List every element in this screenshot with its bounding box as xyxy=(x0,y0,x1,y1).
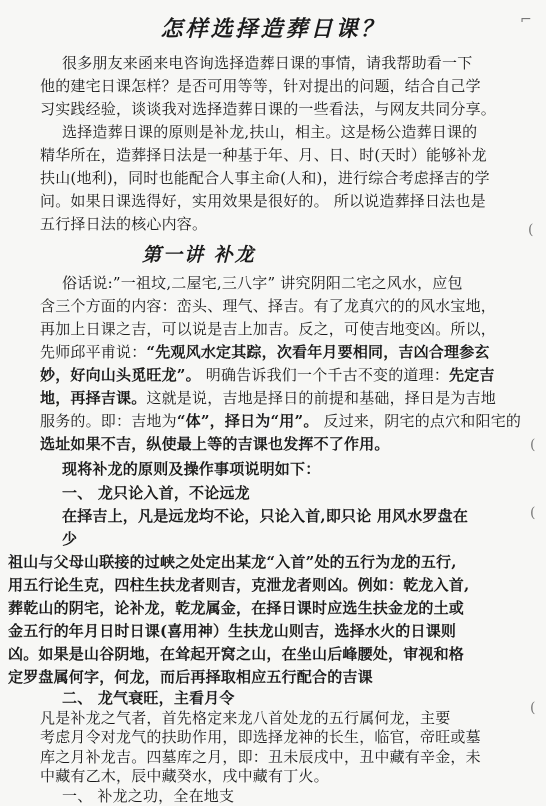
intro-p2-line4: 问。如果日课选得好，实用效果是很好的。 所以说造葬择日法也是 xyxy=(40,192,486,210)
section1-line4: 用五行论生克，四柱生扶龙者则吉，克泄龙者则凶。例如：乾龙入首, xyxy=(8,576,470,594)
quote-tail: 明确告诉我们一个千古不变的道理： xyxy=(200,366,450,384)
quote-lead: 先师邱平甫说： xyxy=(40,343,147,361)
line6-text: 这就是说，吉地是择日的前提和基础，择日是为吉地 xyxy=(146,389,497,407)
section2-line1: 凡是补龙之气者，首先格定来龙八首处龙的五行属何龙，主要 xyxy=(40,708,451,727)
lecture1-line8: 选址如果不吉，纵使最上等的吉课也发挥不了作用。 xyxy=(40,435,390,453)
section1-title: 一、 龙只论入首，不论远龙 xyxy=(62,484,250,502)
page-title: 怎样选择造葬日课？ xyxy=(160,16,386,42)
intro-p1-line1: 很多朋友来函来电咨询选择造葬日课的事情，请我帮助看一下 xyxy=(62,54,473,72)
principles-lead: 现将补龙的原则及操作事项说明如下： xyxy=(62,460,321,478)
intro-p2-line5: 五行择日法的核心内容。 xyxy=(40,215,208,233)
section2-line2: 考虑月令对龙气的扶助作用，即选择龙神的长生，临官，帝旺或墓 xyxy=(40,728,481,747)
section2-line3: 库之月补龙吉。四墓库之月，即：丑未辰戌中，丑中藏有辛金，未 xyxy=(40,747,481,766)
section2-title: 二、 龙气衰旺，主看月令 xyxy=(62,689,235,707)
lecture1-line3: 再加上日课之吉，可以说是吉上加吉。反之，可使吉地变凶。所以， xyxy=(40,320,497,338)
line7-tail: 反过来，阴宅的点穴和阳宅的 xyxy=(318,412,522,430)
section1-line6: 金五行的年月日时日课(喜用神）生扶龙山则吉，选择水火的日课则 xyxy=(8,622,457,640)
margin-mark-low: ( xyxy=(530,437,536,453)
quote-text-b: 妙，好向山头觅旺龙”。 xyxy=(40,366,201,384)
section3-title: 一、 补龙之功，全在地支 xyxy=(62,786,235,805)
quote-line2 xyxy=(40,364,495,385)
lecture1-line6 xyxy=(40,387,496,408)
line7-text: 服务的。即：吉地为 xyxy=(40,412,177,430)
intro-p2-line2: 精华所在，造葬择日法是一种基于年、月、日、时(天时）能够补龙 xyxy=(40,146,487,164)
quote-line1 xyxy=(40,341,490,362)
key-phrase-tail: 地，再择吉课。 xyxy=(40,389,147,407)
margin-mark-bottom: ( xyxy=(530,700,536,716)
section2-line4: 中藏有乙木，辰中藏癸水，戌中藏有丁火。 xyxy=(40,767,329,786)
section1-line5: 葬乾山的阴宅，论补龙，乾龙属金，在择日课时应选生扶金龙的土或 xyxy=(8,599,465,617)
section1-line1: 在择吉上，凡是远龙均不论，只论入首,即只论 用风水罗盘在 xyxy=(62,507,469,525)
lecture1-line2: 含三个方面的内容：峦头、理气、择吉。有了龙真穴的的风水宝地， xyxy=(40,297,497,315)
lecture1-line7 xyxy=(40,410,521,431)
lecture1-heading: 第一讲 补龙 xyxy=(142,244,256,266)
section1-line8: 定罗盘属何字，何龙，而后再择取相应五行配合的吉课 xyxy=(8,668,373,686)
intro-p2-line1: 选择造葬日课的原则是补龙,扶山，相主。这是杨公造葬日课的 xyxy=(62,123,478,141)
intro-p1-line3: 习实践经验，谈谈我对选择造葬日课的一些看法，与网友共同分享。 xyxy=(40,100,497,118)
margin-mark-top: ⌐ xyxy=(520,12,532,28)
margin-mark-line: ( xyxy=(530,505,536,521)
ti-yong-phrase: “体”，择日为“用”。 xyxy=(176,412,319,430)
margin-mark-mid: ( xyxy=(528,222,534,238)
section1-line3: 祖山与父母山联接的过峡之处定出某龙“入首”处的五行为龙的五行, xyxy=(8,553,457,571)
section1-line2: 少 xyxy=(62,530,78,548)
section1-line7: 凶。如果是山谷阴地，在耸起开窝之山，在坐山后峰腰处，审视和格 xyxy=(8,645,465,663)
intro-p2-line3: 扶山(地利)，同时也能配合人事主命(人和)，进行综合考虑择吉的学 xyxy=(40,169,490,187)
quote-key: 先定吉 xyxy=(449,366,495,384)
lecture1-line1: 俗话说:”一祖坟,二屋宅,三八字” 讲究阴阳二宅之风水，应包 xyxy=(62,274,463,292)
quote-text-a: “先观风水定其踪，次看年月要相同，吉凶合理参玄 xyxy=(146,343,490,361)
intro-p1-line2: 他的建宅日课怎样？是否可用等等，针对提出的问题，结合自己学 xyxy=(40,77,481,95)
